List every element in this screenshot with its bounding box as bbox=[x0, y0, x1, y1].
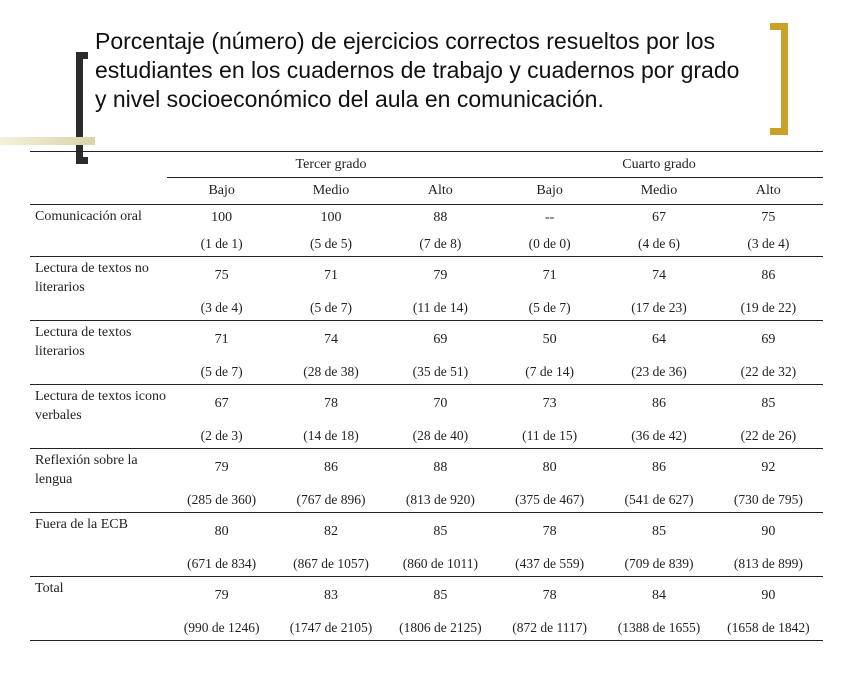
count-cell: (5 de 5) bbox=[310, 235, 352, 251]
pct-cell: 74 bbox=[323, 332, 338, 347]
row-label: Total bbox=[35, 581, 64, 596]
count-cell: (709 de 839) bbox=[624, 555, 694, 571]
level-header-row bbox=[30, 178, 823, 205]
pct-cell: 75 bbox=[214, 268, 229, 283]
count-cell: (730 de 795) bbox=[733, 491, 803, 507]
count-cell: (671 de 834) bbox=[187, 555, 257, 571]
count-cell: (1806 de 2125) bbox=[399, 619, 482, 635]
count-cell: (11 de 14) bbox=[412, 299, 468, 315]
header-corner bbox=[30, 152, 167, 178]
row-label: Lectura de textos icono verbales bbox=[35, 389, 167, 423]
level-header: Bajo bbox=[167, 178, 276, 205]
count-cell: (2 de 3) bbox=[200, 427, 243, 443]
pct-cell: 100 bbox=[211, 210, 233, 225]
count-cell: (28 de 40) bbox=[412, 427, 469, 443]
pct-cell: 78 bbox=[542, 524, 557, 539]
results-table bbox=[30, 151, 823, 641]
level-header: Alto bbox=[714, 178, 823, 205]
count-cell: (867 de 1057) bbox=[293, 555, 369, 571]
pct-cell: 79 bbox=[214, 588, 229, 603]
left-bracket-decoration bbox=[76, 52, 88, 164]
count-cell: (3 de 4) bbox=[747, 235, 790, 251]
row-label: Comunicación oral bbox=[35, 209, 142, 224]
count-cell: (767 de 896) bbox=[296, 491, 366, 507]
count-cell: (813 de 920) bbox=[405, 491, 475, 507]
pct-cell: 88 bbox=[433, 210, 448, 225]
table-row bbox=[30, 513, 823, 552]
count-cell: (375 de 467) bbox=[515, 491, 585, 507]
count-cell: (1658 de 1842) bbox=[727, 619, 810, 635]
pct-cell: 86 bbox=[761, 268, 776, 283]
pct-cell: 86 bbox=[651, 396, 666, 411]
pct-cell: 100 bbox=[320, 210, 342, 225]
pct-cell: 69 bbox=[433, 332, 448, 347]
pct-cell: 88 bbox=[433, 460, 448, 475]
count-cell: (1 de 1) bbox=[200, 235, 243, 251]
table-row bbox=[30, 321, 823, 360]
count-cell: (23 de 36) bbox=[631, 363, 687, 379]
pct-cell: 69 bbox=[761, 332, 776, 347]
level-header: Bajo bbox=[495, 178, 604, 205]
pct-cell: 78 bbox=[323, 396, 338, 411]
count-cell: (1388 de 1655) bbox=[617, 619, 701, 635]
pct-cell: 71 bbox=[323, 268, 338, 283]
grade-header-third: Tercer grado bbox=[167, 152, 495, 178]
level-header-corner bbox=[30, 178, 167, 205]
table-row-total bbox=[30, 577, 823, 616]
count-cell: (7 de 14) bbox=[525, 363, 575, 379]
pct-cell: 80 bbox=[214, 524, 229, 539]
count-cell: (11 de 15) bbox=[522, 427, 578, 443]
accent-bar-decoration bbox=[0, 137, 95, 145]
count-cell: (36 de 42) bbox=[631, 427, 687, 443]
count-cell: (3 de 4) bbox=[200, 299, 243, 315]
grade-header-fourth: Cuarto grado bbox=[495, 152, 823, 178]
count-cell: (285 de 360) bbox=[187, 491, 257, 507]
pct-cell: -- bbox=[544, 210, 555, 225]
pct-cell: 84 bbox=[651, 588, 666, 603]
pct-cell: 83 bbox=[323, 588, 338, 603]
pct-cell: 85 bbox=[651, 524, 666, 539]
level-header: Alto bbox=[386, 178, 495, 205]
table-row bbox=[30, 205, 823, 232]
count-cell: (19 de 22) bbox=[740, 299, 797, 315]
table-row bbox=[30, 449, 823, 488]
pct-cell: 85 bbox=[761, 396, 776, 411]
level-header: Medio bbox=[276, 178, 385, 205]
pct-cell: 67 bbox=[214, 396, 229, 411]
count-cell: (22 de 32) bbox=[740, 363, 797, 379]
count-cell: (0 de 0) bbox=[528, 235, 571, 251]
pct-cell: 79 bbox=[214, 460, 229, 475]
pct-cell: 82 bbox=[323, 524, 338, 539]
level-header: Medio bbox=[604, 178, 713, 205]
count-cell: (5 de 7) bbox=[528, 299, 571, 315]
count-cell: (1747 de 2105) bbox=[289, 619, 373, 635]
pct-cell: 73 bbox=[542, 396, 557, 411]
count-cell: (7 de 8) bbox=[419, 235, 462, 251]
row-label: Fuera de la ECB bbox=[35, 517, 128, 532]
pct-cell: 71 bbox=[214, 332, 229, 347]
row-label: Lectura de textos no literarios bbox=[35, 261, 149, 295]
pct-cell: 85 bbox=[433, 588, 448, 603]
right-bracket-decoration bbox=[770, 23, 788, 135]
count-cell: (860 de 1011) bbox=[402, 555, 478, 571]
pct-cell: 75 bbox=[761, 210, 776, 225]
count-cell: (28 de 38) bbox=[303, 363, 359, 379]
row-label: Lectura de textos literarios bbox=[35, 325, 132, 359]
pct-cell: 71 bbox=[542, 268, 557, 283]
pct-cell: 67 bbox=[651, 210, 666, 225]
grade-header-row bbox=[30, 152, 823, 178]
count-cell: (541 de 627) bbox=[624, 491, 694, 507]
title-area bbox=[0, 0, 851, 150]
pct-cell: 92 bbox=[761, 460, 776, 475]
pct-cell: 90 bbox=[761, 524, 776, 539]
count-cell: (35 de 51) bbox=[412, 363, 469, 379]
pct-cell: 85 bbox=[433, 524, 448, 539]
count-cell: (4 de 6) bbox=[637, 235, 680, 251]
count-cell: (813 de 899) bbox=[733, 555, 803, 571]
pct-cell: 86 bbox=[651, 460, 666, 475]
pct-cell: 50 bbox=[542, 332, 557, 347]
pct-cell: 78 bbox=[542, 588, 557, 603]
count-cell: (14 de 18) bbox=[303, 427, 359, 443]
slide-title: Porcentaje (número) de ejercicios correctos resueltos por los estudiantes en los cuadernos de trabajo y cuadernos por grado y nivel socioeconómico del aula en comunicación. bbox=[95, 28, 740, 112]
table-row bbox=[30, 257, 823, 296]
pct-cell: 86 bbox=[323, 460, 338, 475]
count-cell: (22 de 26) bbox=[740, 427, 797, 443]
table-row bbox=[30, 385, 823, 424]
count-cell: (5 de 7) bbox=[310, 299, 352, 315]
count-cell: (17 de 23) bbox=[631, 299, 687, 315]
count-cell: (990 de 1246) bbox=[183, 619, 260, 635]
count-cell: (872 de 1117) bbox=[512, 619, 588, 635]
pct-cell: 64 bbox=[651, 332, 666, 347]
pct-cell: 70 bbox=[433, 396, 448, 411]
pct-cell: 80 bbox=[542, 460, 557, 475]
pct-cell: 90 bbox=[761, 588, 776, 603]
pct-cell: 74 bbox=[651, 268, 666, 283]
row-label: Reflexión sobre la lengua bbox=[35, 453, 138, 487]
count-cell: (437 de 559) bbox=[515, 555, 585, 571]
count-cell: (5 de 7) bbox=[200, 363, 243, 379]
pct-cell: 79 bbox=[433, 268, 448, 283]
